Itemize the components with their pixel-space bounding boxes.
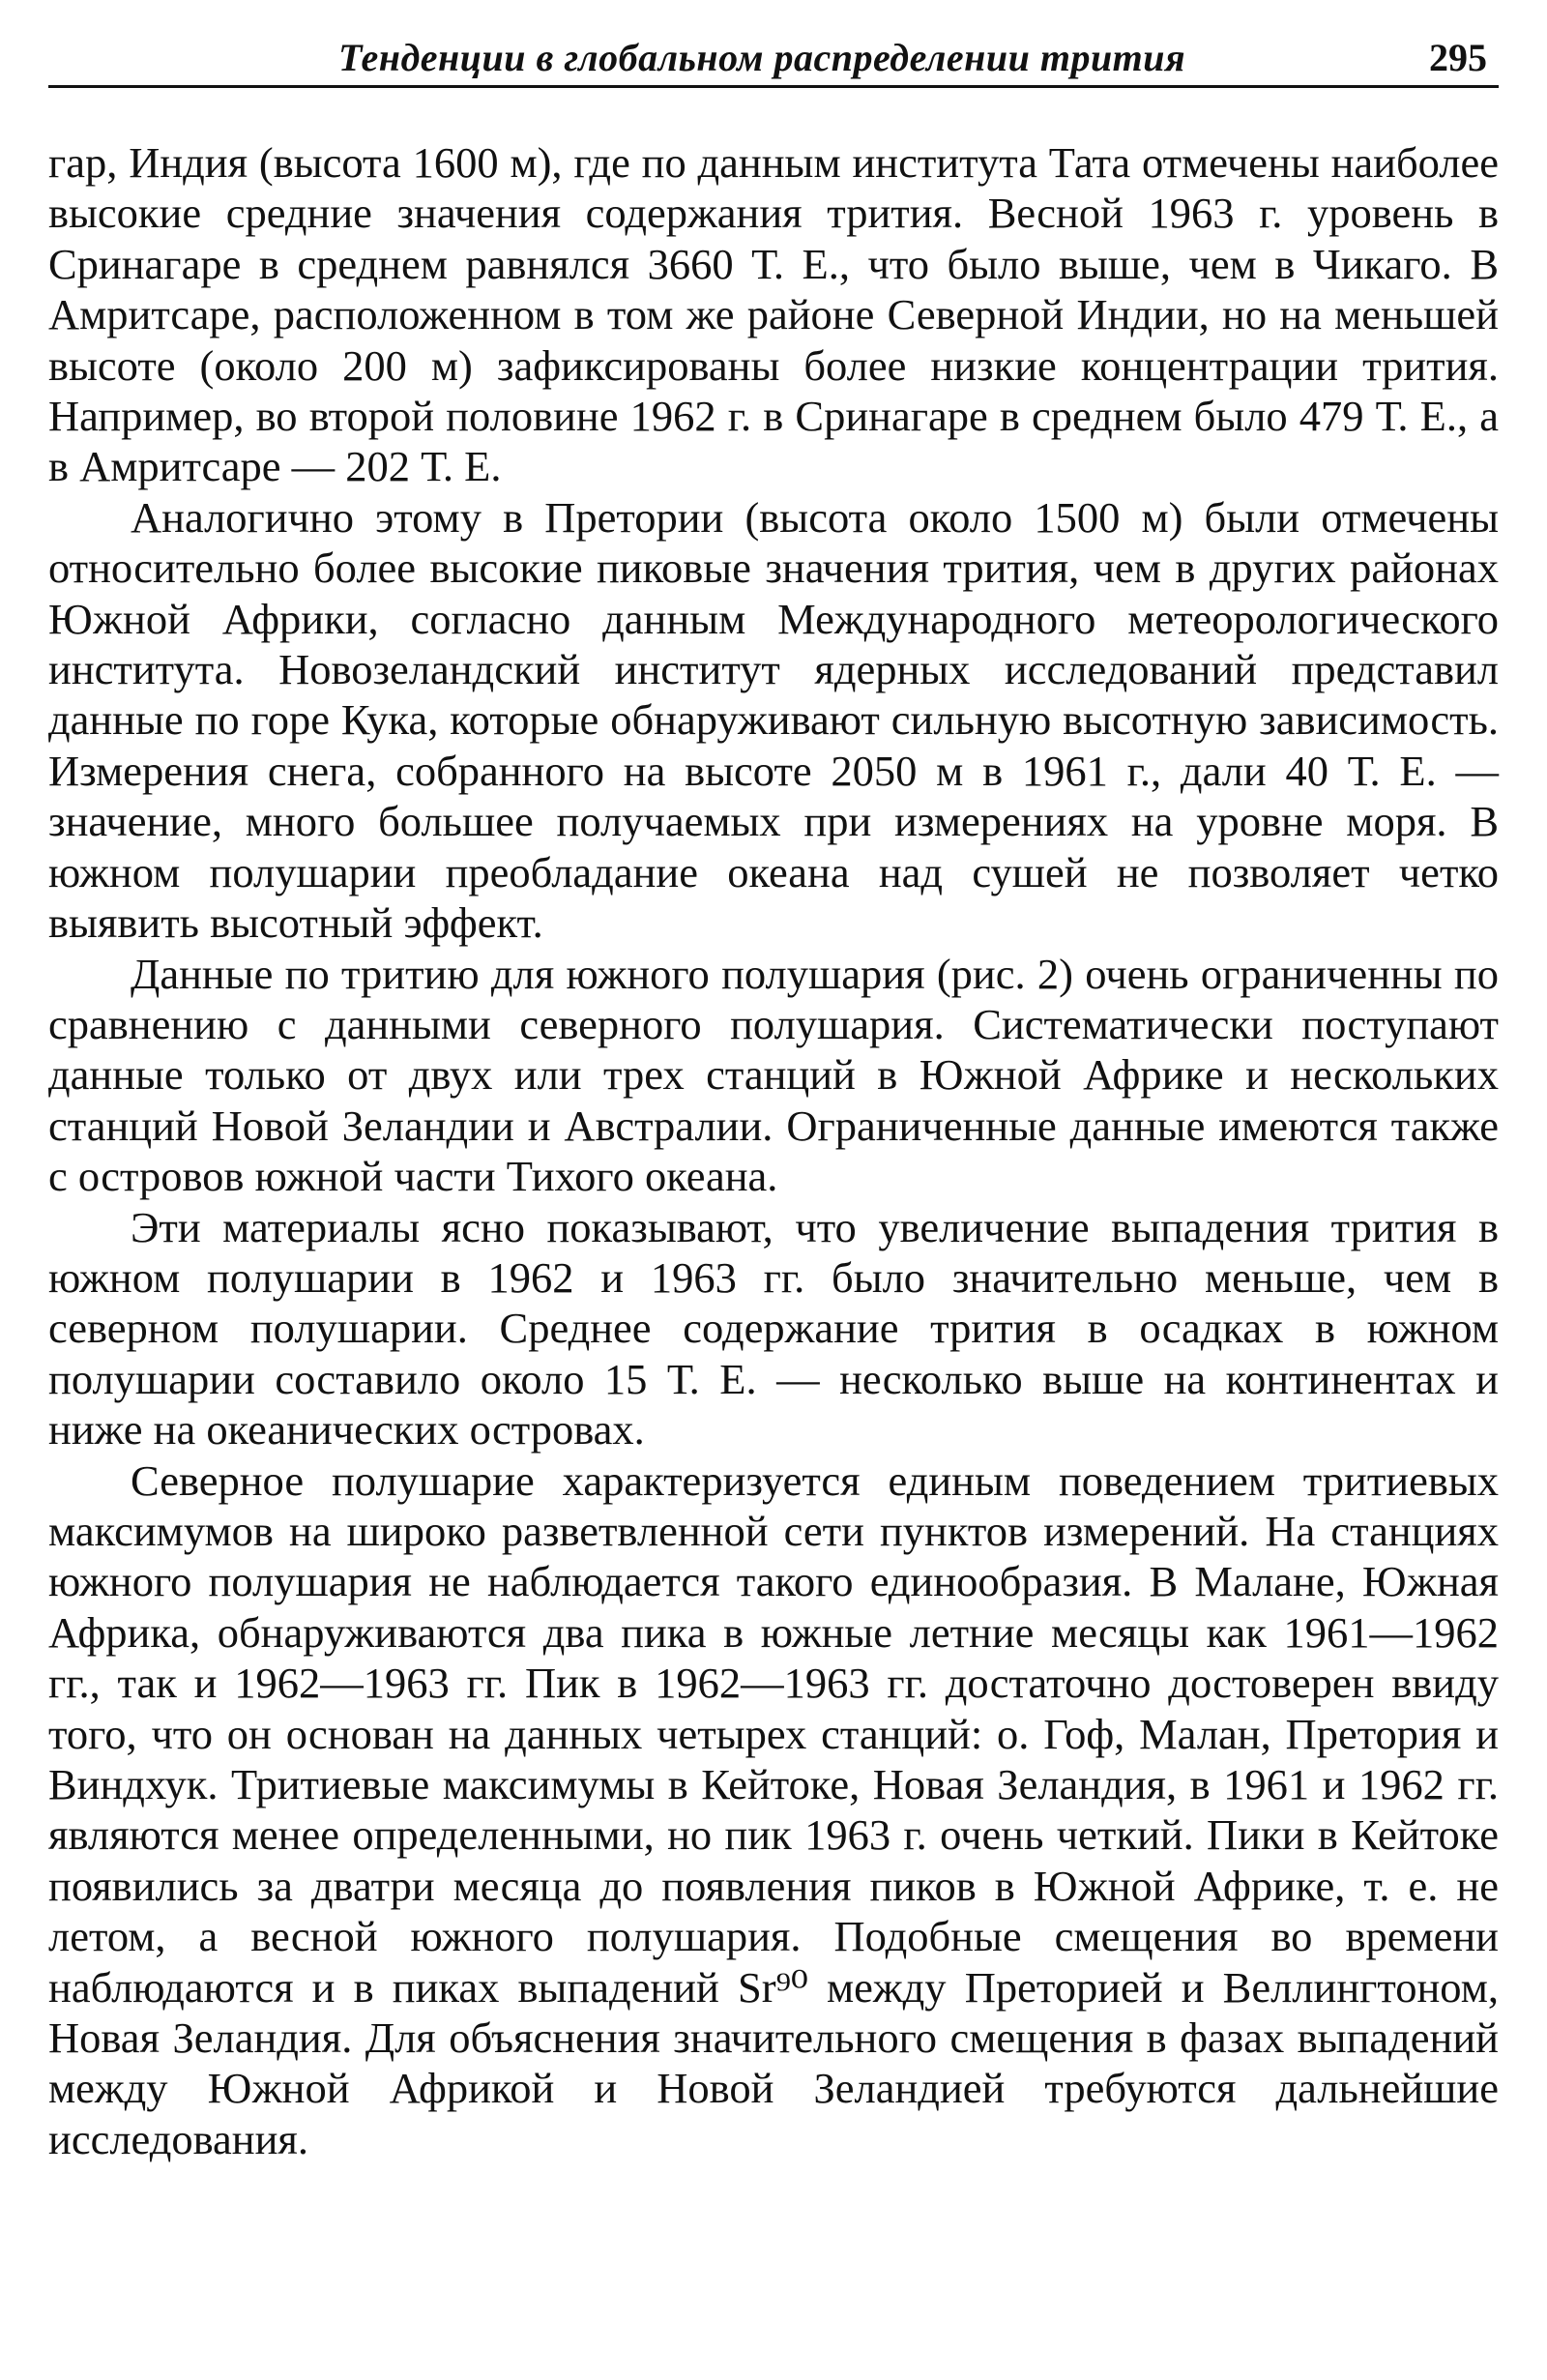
paragraph-5: Северное полушарие характеризуется единым поведением тритиевых максимумов на широко разветвленной сети пунктов измерений. На станциях южного полушария не наблюдается такого единообразия. В Малане, Южная Африка, обнаруживаются два пика в южные летние месяцы как 1961—1962 гг., так и 1962—1963 гг. Пик в 1962—1963 гг. достаточно достоверен ввиду того, что он основан на данных четырех станций: о. Гоф, Малан, Претория и Виндхук. Тритиевые максимумы в Кейтоке, Новая Зеландия, в 1961 и 1962 гг. являются менее определенными, но пик 1963 г. очень четкий. Пики в Кейтоке появились за дватри месяца до появления пиков в Южной Африке, т. е. не летом, а весной южного полушария. Подобные смещения во времени наблюдаются и в пиках выпадений Sr⁹⁰ между Преторией и Веллингтоном, Новая Зеландия. Для объяснения значительного смещения в фазах выпадений между Южной Африкой и Новой Зеландией требуются дальнейшие исследования. [48,1455,1499,2163]
running-title: Тенденции в глобальном распределении трития [338,36,1186,79]
paragraph-3: Данные по тритию для южного полушария (рис. 2) очень ограниченны по сравнению с данными северного полушария. Систематически поступают данные только от двух или трех станций в Южной Африке и нескольких станций Новой Зеландии и Австралии. Ограниченные данные имеются также с островов южной части Тихого океана. [48,949,1499,1201]
page-number: 295 [1429,36,1487,79]
running-header [48,27,1499,88]
paragraph-2: Аналогично этому в Претории (высота около 1500 м) были отмечены относительно более высокие пиковые значения трития, чем в других районах Южной Африки, согласно данным Международного метеорологического института. Новозеландский институт ядерных исследований представил данные по горе Кука, которые обнаруживают сильную высотную зависимость. Измерения снега, собранного на высоте 2050 м в 1961 г., дали 40 Т. Е. — значение, много большее получаемых при измерениях на уровне моря. В южном полушарии преобладание океана над сушей не позволяет четко выявить высотный эффект. [48,492,1499,948]
paragraph-4: Эти материалы ясно показывают, что увеличение выпадения трития в южном полушарии в 1962 и 1963 гг. было значительно меньше, чем в северном полушарии. Среднее содержание трития в осадках в южном полушарии составило около 15 Т. Е. — несколько выше на континентах и ниже на океанических островах. [48,1202,1499,1454]
body-text [48,137,1499,2164]
paragraph-1: гар, Индия (высота 1600 м), где по данным института Тата отмечены наиболее высокие средние значения содержания трития. Весной 1963 г. уровень в Сринагаре в среднем равнялся 3660 Т. Е., что было выше, чем в Чикаго. В Амритсаре, расположенном в том же районе Северной Индии, но на меньшей высоте (около 200 м) зафиксированы более низкие концентрации трития. Например, во второй половине 1962 г. в Сринагаре в среднем было 479 Т. Е., а в Амритсаре — 202 Т. Е. [48,138,1499,491]
